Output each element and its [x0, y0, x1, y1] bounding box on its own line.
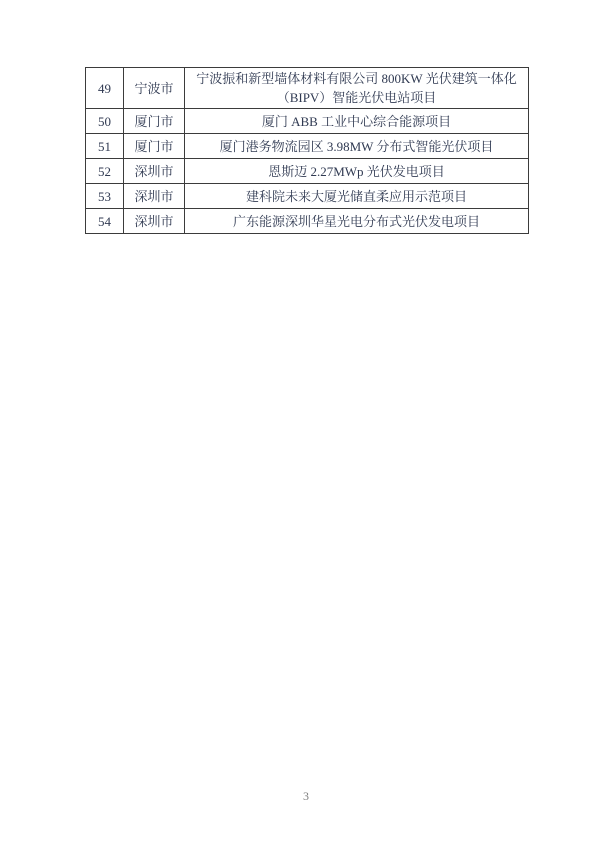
city-cell: 厦门市	[124, 109, 185, 134]
city-cell: 厦门市	[124, 134, 185, 159]
project-name-cell: 恩斯迈 2.27MWp 光伏发电项目	[185, 159, 529, 184]
project-name-cell: 广东能源深圳华星光电分布式光伏发电项目	[185, 209, 529, 234]
project-name-cell: 建科院未来大厦光储直柔应用示范项目	[185, 184, 529, 209]
table-row	[86, 184, 529, 209]
table-row	[86, 159, 529, 184]
row-number-cell: 50	[86, 109, 124, 134]
project-name-cell: 厦门港务物流园区 3.98MW 分布式智能光伏项目	[185, 134, 529, 159]
city-cell: 深圳市	[124, 209, 185, 234]
project-name-cell: 宁波振和新型墙体材料有限公司 800KW 光伏建筑一体化（BIPV）智能光伏电站项目	[185, 68, 529, 109]
project-table-body	[86, 68, 529, 234]
table-row	[86, 209, 529, 234]
page-number: 3	[303, 789, 309, 803]
row-number-cell: 51	[86, 134, 124, 159]
project-name-cell: 厦门 ABB 工业中心综合能源项目	[185, 109, 529, 134]
table-row	[86, 68, 529, 109]
city-cell: 深圳市	[124, 159, 185, 184]
row-number-cell: 53	[86, 184, 124, 209]
project-table	[85, 67, 529, 234]
city-cell: 深圳市	[124, 184, 185, 209]
table-row	[86, 109, 529, 134]
table-row	[86, 134, 529, 159]
row-number-cell: 49	[86, 68, 124, 109]
city-cell: 宁波市	[124, 68, 185, 109]
row-number-cell: 52	[86, 159, 124, 184]
row-number-cell: 54	[86, 209, 124, 234]
